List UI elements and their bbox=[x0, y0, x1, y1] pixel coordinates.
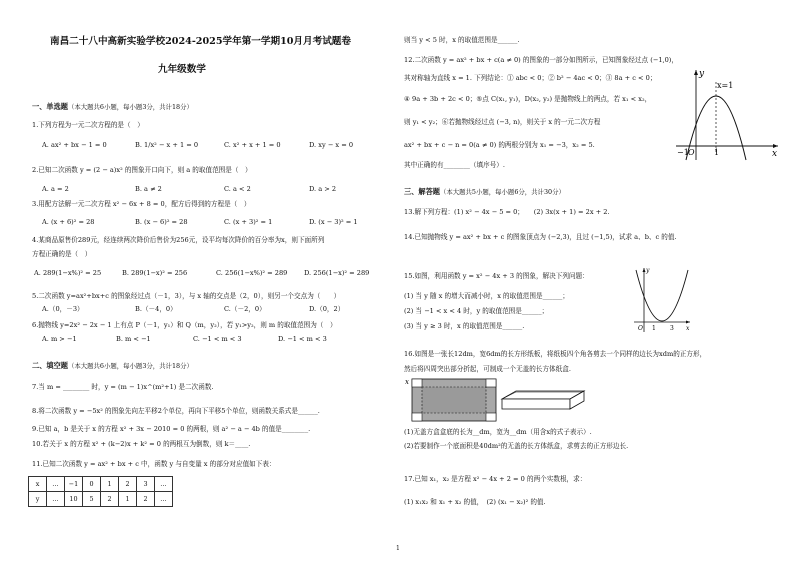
q1-option-d: D. xy − x = 0 bbox=[309, 141, 354, 149]
section3-title: 三、解答题 bbox=[404, 187, 440, 196]
table-cell: 1 bbox=[101, 477, 119, 492]
q3-stem: 3.用配方法解一元二次方程 x² − 6x + 8 = 0，配方后得到的方程是（ ） bbox=[32, 200, 251, 208]
q12-neg-one-label: −1 bbox=[677, 148, 689, 157]
q1-stem: 1.下列方程为一元二次方程的是（ ） bbox=[32, 121, 144, 129]
table-cell: 1 bbox=[119, 492, 137, 507]
q16-corner-cut bbox=[412, 379, 422, 387]
q11-text: 11.已知二次函数 y = ax² + bx + c 中，函数 y 与自变量 x 的部分对应值如下表： bbox=[32, 460, 276, 468]
q12-parabola-figure bbox=[674, 66, 784, 162]
table-cell: 5 bbox=[83, 492, 101, 507]
q3-option-a: A. (x + 6)² = 28 bbox=[42, 218, 95, 226]
q12-line4: 则 y₁ < y₂；⑥若抛物线经过点 (−3, n)，则关于 x 的一元二次方程 bbox=[404, 118, 601, 126]
table-cell: … bbox=[47, 492, 65, 507]
section1-title: 一、单选题 bbox=[32, 102, 68, 111]
table-cell: y bbox=[29, 492, 47, 507]
exam-subtitle: 九年级数学 bbox=[158, 64, 206, 75]
table-row-y bbox=[29, 492, 173, 507]
table-cell: 2 bbox=[119, 477, 137, 492]
q15-y-label: y bbox=[646, 267, 650, 274]
q15-parabola-figure bbox=[632, 262, 692, 334]
table-cell: 2 bbox=[101, 492, 119, 507]
q2-stem: 2.已知二次函数 y = (2 − a)x² 的图象开口向下，则 a 的取值范围是（ ） bbox=[32, 166, 252, 174]
q16-x-label: x bbox=[405, 378, 409, 386]
q11-continued: 则当 y < 5 时，x 的取值范围是______. bbox=[404, 36, 520, 44]
q16-box-front bbox=[502, 399, 570, 409]
q12-origin-label: O bbox=[688, 148, 695, 157]
q5-stem: 5.二次函数 y=ax²+bx+c 的图象经过点（－1，3），与 x 轴的交点是（2，0），则另一个交点为（ ） bbox=[32, 292, 341, 300]
q6-option-a: A. m > −1 bbox=[42, 335, 77, 343]
q4-option-c: C. 256(1−x%)² = 289 bbox=[216, 269, 288, 277]
q7-text: 7.当 m = ________ 时，y = (m − 1)x^(m²+1) 是二次函数. bbox=[32, 383, 214, 391]
q12-x-arrow bbox=[773, 144, 778, 148]
q6-stem: 6.抛物线 y=2x² − 2x − 1 上有点 P（－1，y₁）和 Q（m，y₂），若 y₁>y₂，则 m 的取值范围为（ ） bbox=[32, 321, 337, 329]
q15-origin-label: O bbox=[638, 325, 643, 332]
page-number: 1 bbox=[396, 545, 400, 552]
q3-option-b: B. (x − 6)² = 28 bbox=[135, 218, 188, 226]
q16-part1: (1)无盖方盒盒底的长为__dm，宽为__dm（用含x的式子表示）. bbox=[404, 428, 592, 436]
q1-option-a: A. ax² + bx − 1 = 0 bbox=[42, 141, 107, 149]
section1-note: （本大题共6小题，每小题3分，共计18分） bbox=[67, 103, 193, 111]
table-cell: 3 bbox=[137, 477, 155, 492]
exam-title: 南昌二十八中高新实验学校2024-2025学年第一学期10月月考试题卷 bbox=[50, 36, 351, 47]
q4-option-a: A. 289(1−x%)² = 25 bbox=[34, 269, 102, 277]
table-cell: 2 bbox=[137, 492, 155, 507]
section2-title: 二、填空题 bbox=[32, 361, 68, 370]
q2-option-c: C. a < 2 bbox=[224, 185, 251, 193]
q15-part1: (1) 当 y 随 x 的增大而减小时，x 的取值范围是______； bbox=[404, 292, 569, 300]
table-cell: … bbox=[155, 477, 173, 492]
q5-option-a: A.（0，－3） bbox=[42, 305, 84, 313]
q5-option-b: B.（－4，0） bbox=[135, 305, 177, 313]
q4-option-b: B. 289(1−x)² = 256 bbox=[122, 269, 188, 277]
q15-part3: (3) 当 y ≥ 3 时，x 的取值范围是______. bbox=[404, 322, 525, 330]
table-cell: … bbox=[47, 477, 65, 492]
q1-option-c: C. x² + x + 1 = 0 bbox=[224, 141, 281, 149]
q12-y-arrow bbox=[694, 70, 698, 75]
q12-line2: 其对称轴为直线 x = 1. 下列结论：① abc < 0；② b² − 4ac < 0；③ 8a + c < 0； bbox=[404, 74, 657, 82]
q14-text: 14.已知抛物线 y = ax² + bx + c 的图象顶点为 (−2,3)，且过 (−1,5)，试求 a、b、c 的值. bbox=[404, 233, 677, 241]
q16-line2: 然后将四周突出部分折起，可制成一个无盖的长方体纸盒. bbox=[404, 365, 571, 373]
q16-corner-cut bbox=[486, 413, 496, 421]
q3-option-c: C. (x + 3)² = 1 bbox=[224, 218, 273, 226]
q12-axis-label: x=1 bbox=[717, 81, 734, 90]
q15-part2: (2) 当 −1 < x < 4 时，y 的取值范围是______； bbox=[404, 307, 549, 315]
section2-heading bbox=[32, 362, 193, 370]
q12-one-label: 1 bbox=[714, 148, 720, 157]
q12-x-label: x bbox=[772, 149, 778, 159]
table-cell: 0 bbox=[83, 477, 101, 492]
q2-option-a: A. a = 2 bbox=[42, 185, 69, 193]
q12-line6: 其中正确的有________（填序号）. bbox=[404, 161, 506, 169]
q16-corner-cut bbox=[412, 413, 422, 421]
q6-option-b: B. m < −1 bbox=[116, 335, 151, 343]
q15-x-arrow bbox=[686, 321, 690, 324]
q16-corner-cut bbox=[486, 379, 496, 387]
q5-option-d: D.（0，2） bbox=[309, 305, 345, 313]
q17-parts: (1) x₁x₂ 和 x₁ + x₂ 的值， (2) (x₁ − x₂)² 的值. bbox=[404, 498, 546, 506]
section3-heading bbox=[404, 188, 565, 196]
table-cell: … bbox=[155, 492, 173, 507]
q4-stem-line1: 4.某商品原售价289元，经连续两次降价后售价为256元，设平均每次降价的百分率为x，则下面所列 bbox=[32, 236, 325, 244]
section3-note: （本大题共5小题，每小题6分，共计30分） bbox=[439, 188, 565, 196]
q3-option-d: D. (x − 3)² = 1 bbox=[309, 218, 358, 226]
q1-option-b: B. 1/x² − x + 1 = 0 bbox=[135, 141, 199, 149]
q15-three-label: 3 bbox=[670, 325, 674, 332]
q4-option-d: D. 256(1−x)² = 289 bbox=[304, 269, 370, 277]
q16-box-figure bbox=[404, 375, 594, 427]
q4-stem-line2: 方程正确的是（ ） bbox=[32, 250, 92, 258]
table-cell: 10 bbox=[65, 492, 83, 507]
table-cell: −1 bbox=[65, 477, 83, 492]
q12-line3: ④ 9a + 3b + 2c < 0；⑤点 C(x₁, y₁)，D(x₂, y₂) 是抛物线上的两点，若 x₁ < x₂， bbox=[404, 95, 652, 103]
q12-y-label: y bbox=[699, 69, 705, 79]
section2-note: （本大题共6小题，每小题3分，共计18分） bbox=[67, 362, 193, 370]
q16-part2: (2)若要制作一个底面积是40dm²的无盖的长方体纸盒，求剪去的正方形边长. bbox=[404, 442, 629, 450]
q2-option-b: B. a ≠ 2 bbox=[135, 185, 162, 193]
q5-option-c: C.（－2，0） bbox=[224, 305, 266, 313]
q16-line1: 16.如图是一张长12dm，宽6dm的长方形纸板，将纸板四个角各剪去一个同样的边长为xdm的正方形， bbox=[404, 350, 707, 358]
q15-stem: 15.如图，利用函数 y = x² − 4x + 3 的图象，解决下列问题： bbox=[404, 272, 589, 280]
values-table bbox=[28, 476, 173, 507]
q12-line1: 12.二次函数 y = ax² + bx + c(a ≠ 0) 的图象的一部分如图所示，已知图象经过点 (−1,0)， bbox=[404, 56, 678, 64]
q12-line5: ax² + bx + c − n = 0(a ≠ 0) 的两根分别为 x₁ = −3，x₂ = 5. bbox=[404, 141, 595, 149]
q6-option-d: D. −1 < m < 3 bbox=[278, 335, 327, 343]
q15-x-label: x bbox=[686, 325, 690, 332]
table-row-x bbox=[29, 477, 173, 492]
q9-text: 9.已知 a，b 是关于 x 的方程 x² + 3x − 2010 = 0 的两根，则 a² − a − 4b 的值是________. bbox=[32, 425, 311, 433]
q16-cardboard-base bbox=[422, 387, 486, 413]
q10-text: 10.若关于 x 的方程 x² + (k−2)x + k² = 0 的两根互为倒数，则 k＝____. bbox=[32, 440, 251, 448]
table-cell: x bbox=[29, 477, 47, 492]
section1-heading bbox=[32, 103, 193, 111]
q15-one-label: 1 bbox=[652, 325, 656, 332]
q17-stem: 17.已知 x₁，x₂ 是方程 x² − 4x + 2 = 0 的两个实数根，求： bbox=[404, 475, 587, 483]
q8-text: 8.将二次函数 y = −5x² 的图象先向左平移2个单位，再向下平移5个单位，则函数关系式是______. bbox=[32, 407, 320, 415]
q6-option-c: C. −1 < m < 3 bbox=[193, 335, 242, 343]
q13-text: 13.解下列方程：(1) x² − 4x − 5 = 0； (2) 3x(x + 1) = 2x + 2. bbox=[404, 208, 610, 216]
q2-option-d: D. a > 2 bbox=[309, 185, 337, 193]
